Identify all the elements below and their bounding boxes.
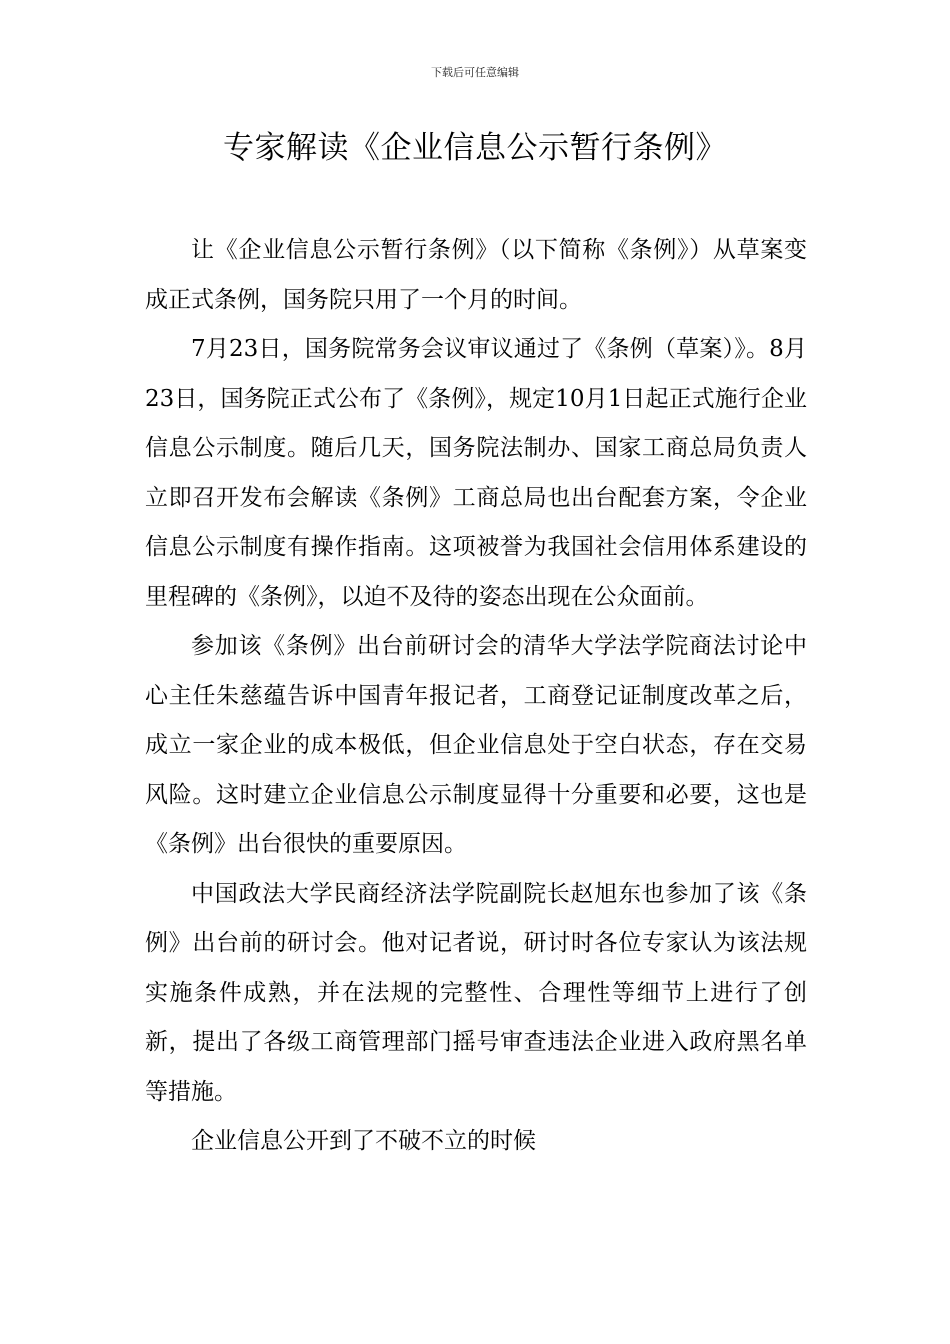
document-title: 专家解读《企业信息公示暂行条例》 (223, 130, 727, 166)
paragraph-3: 参加该《条例》出台前研讨会的清华大学法学院商法讨论中心主任朱慈蕴告诉中国青年报记者，工商登记证制度改革之后，成立一家企业的成本极低，但企业信息处于空白状态，存在交易风险。这时建立企业信息公示制度显得十分重要和必要，这也是《条例》出台很快的重要原因。 (145, 633, 807, 857)
paragraph-4: 中国政法大学民商经济法学院副院长赵旭东也参加了该《条例》出台前的研讨会。他对记者说，研讨时各位专家认为该法规实施条件成熟，并在法规的完整性、合理性等细节上进行了创新，提出了各级工商管理部门摇号审查违法企业进入政府黑名单等措施。 (145, 880, 807, 1105)
paragraph-1: 让《企业信息公示暂行条例》（以下简称《条例》）从草案变成正式条例，国务院只用了一个月的时间。 (145, 237, 807, 313)
header-note: 下载后可任意编辑 (431, 66, 519, 79)
document-body (145, 226, 807, 1167)
section-heading: 企业信息公开到了不破不立的时候 (191, 1128, 536, 1154)
paragraph-2: 7月23日，国务院常务会议审议通过了《条例（草案）》。8月23日，国务院正式公布了《条例》，规定10月1日起正式施行企业信息公示制度。随后几天，国务院法制办、国家工商总局负责人立即召开发布会解读《条例》工商总局也出台配套方案，令企业信息公示制度有操作指南。这项被誉为我国社会信用体系建设的里程碑的《条例》，以迫不及待的姿态出现在公众面前。 (145, 336, 807, 610)
